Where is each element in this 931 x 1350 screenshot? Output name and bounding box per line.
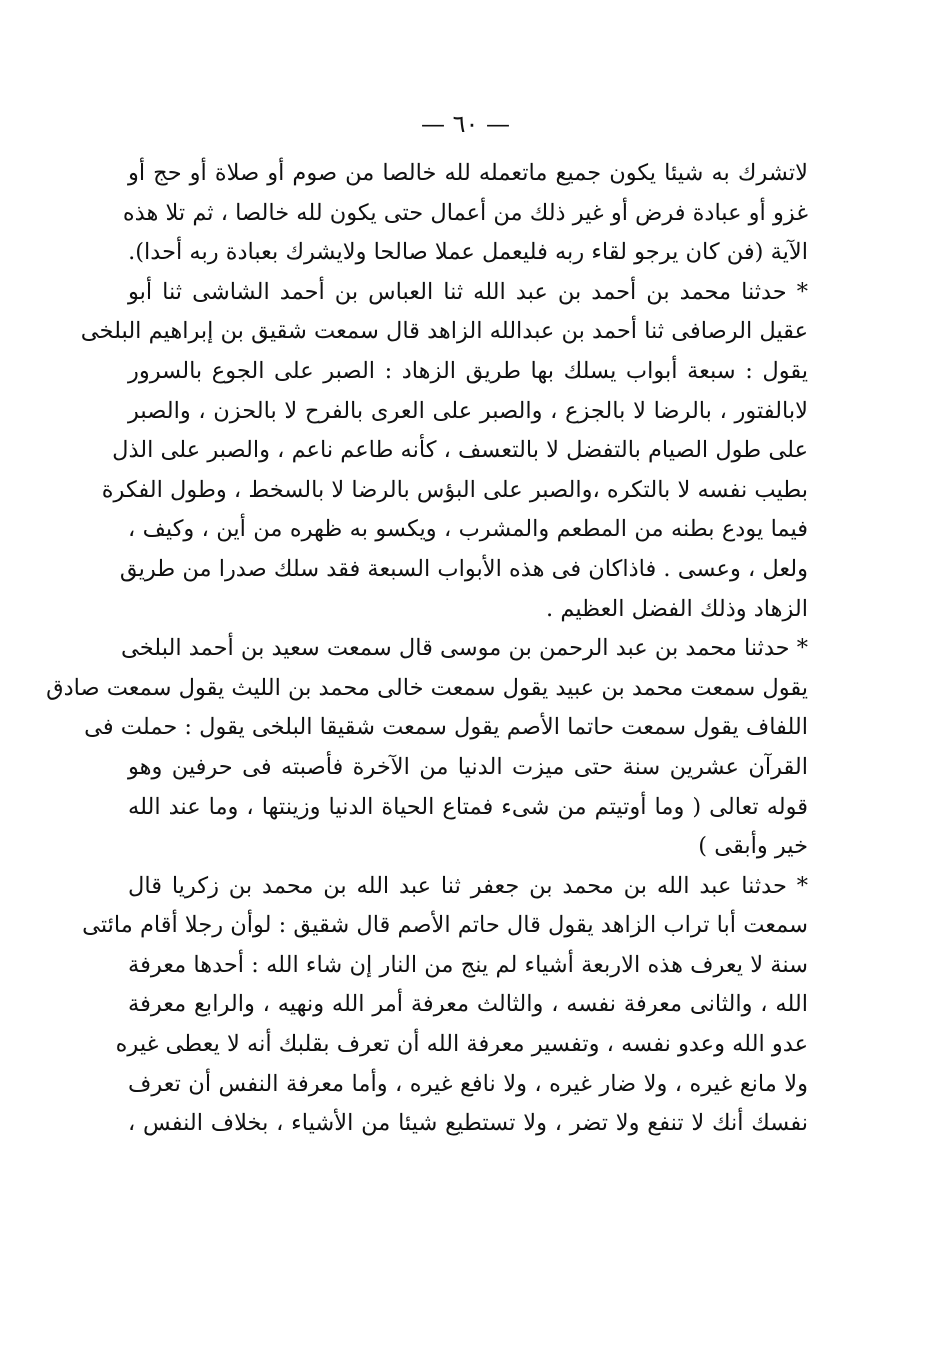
text-line: الزهاد وذلك الفضل العظيم . [546,595,808,622]
text-line: نفسك أنك لا تنفع ولا تضر ، ولا تستطيع شيئا من الأشياء ، بخلاف النفس ، [128,1110,808,1137]
text-line: الله ، والثانى معرفة نفسه ، والثالث معرفة أمر الله ونهيه ، والرابع معرفة [128,991,808,1018]
text-line: عدو الله وعدو نفسه ، وتفسير معرفة الله أن تعرف بقلبك أنه لا يعطى غيره [115,1031,808,1058]
text-line: ولعل ، وعسى . فاذاكان فى هذه الأبواب السبعة فقد سلك صدرا من طريق [119,555,808,582]
text-line: فيما يودع بطنه من المطعم والمشرب ، ويكسو به ظهره من أين ، وكيف ، [128,516,808,543]
text-line: * حدثنا محمد بن عبد الرحمن بن موسى قال سمعت سعيد بن أحمد البلخى [121,635,808,662]
text-line: قوله تعالى ( وما أوتيتم من شىء فمتاع الحياة الدنيا وزينتها ، وما عند الله [128,793,808,820]
text-line: غزو أو عبادة فرض أو غير ذلك من أعمال حتى يكون لله خالصا ، ثم تلا هذه [122,199,808,226]
text-line: لابالفتور ، بالرضا لا بالجزع ، والصبر على العرى بالفرح لا بالحزن ، والصبر [128,397,808,424]
text-line: ولا مانع غيره ، ولا ضار غيره ، ولا نافع غيره ، وأما معرفة النفس أن تعرف [128,1070,808,1097]
page-number: — ٦٠ — [420,110,511,138]
text-line: القرآن عشرين سنة حتى ميزت الدنيا من الآخرة فأصبته فى حرفين وهو [128,753,808,780]
text-line: اللفاف يقول سمعت حاتما الأصم يقول سمعت شقيقا البلخى يقول : حملت فى [84,714,808,741]
text-line: * حدثنا عبد الله بن محمد بن جعفر ثنا عبد الله بن محمد بن زكريا قال [128,872,808,899]
text-line: يقول سمعت محمد بن عبيد يقول سمعت خالى محمد بن الليث يقول سمعت صادق [46,674,808,701]
text-line: لاتشرك به شيئا يكون جميع ماتعمله لله خالصا من صوم أو صلاة أو حج أو [128,160,808,186]
text-line: * حدثنا محمد بن أحمد بن عبد الله ثنا العباس بن أحمد الشاشى ثنا أبو [128,278,808,305]
text-line: بطيب نفسه لا بالتكره ،والصبر على البؤس بالرضا لا بالسخط ، وطول الفكرة [101,476,808,503]
text-line: الآية (فن كان يرجو لقاء ربه فليعمل عملا صالحا ولايشرك بعبادة ربه أحدا). [128,239,808,266]
text-line: على طول الصيام بالتفضل لا بالتعسف ، كأنه طاعم ناعم ، والصبر على الذل [112,437,808,464]
text-line: خير وأبقى ) [698,833,808,860]
text-line: سنة لا يعرف هذه الاربعة أشياء لم ينج من النار إن شاء الله : أحدها معرفة [128,951,808,978]
text-line: عقيل الرصافى ثنا أحمد بن عبدالله الزاهد قال سمعت شقيق بن إبراهيم البلخى [80,318,808,345]
text-line: سمعت أبا تراب الزاهد يقول قال حاتم الأصم قال شقيق : لوأن رجلا أقام مائتى [82,912,808,939]
body-text [46,154,808,1144]
text-line: يقول : سبعة أبواب يسلك بها طريق الزهاد : الصبر على الجوع بالسرور [128,357,808,384]
